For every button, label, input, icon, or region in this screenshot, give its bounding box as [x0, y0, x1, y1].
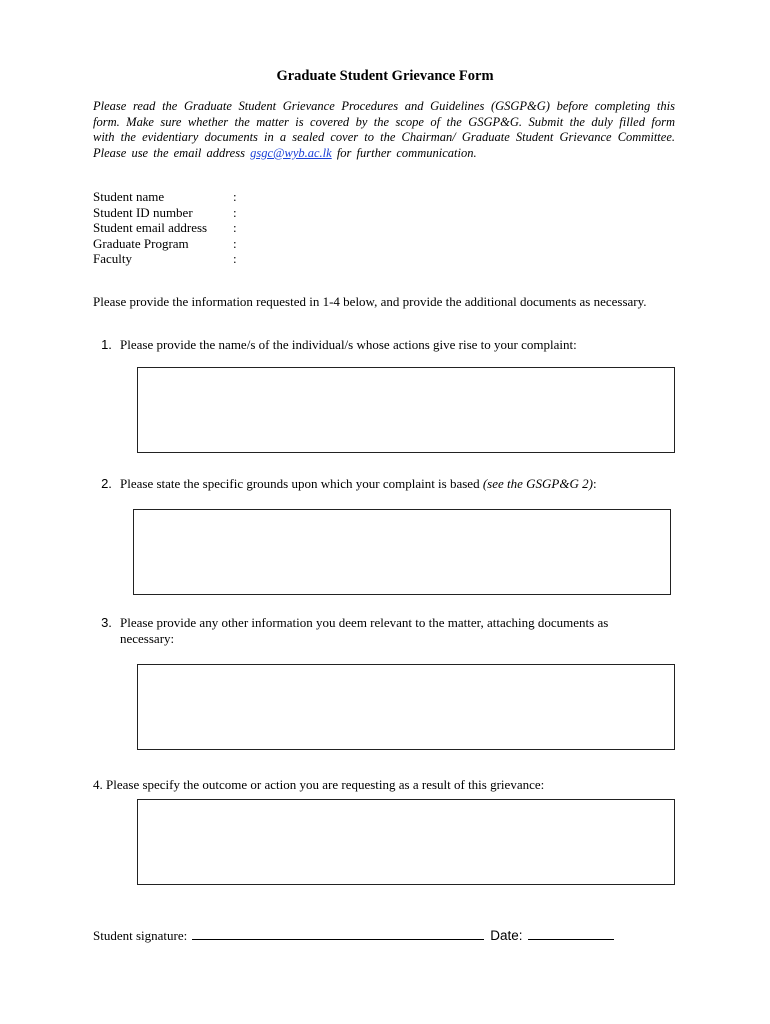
field-colon: : [233, 204, 237, 220]
field-colon: : [233, 220, 237, 236]
field-label: Faculty [93, 251, 132, 267]
date-line[interactable] [528, 926, 614, 940]
intro-tail: for further communication. [336, 145, 477, 160]
question-text: Please specify the outcome or action you are requesting as a result of this grievance: [106, 777, 545, 792]
question-number: 3. [101, 615, 112, 630]
question-text: Please provide the name/s of the individual/s whose actions give rise to your complaint: [120, 337, 577, 352]
question-note: (see the GSGP&G 2) [482, 476, 593, 491]
field-label: Student name [93, 189, 165, 204]
field-colon: : [233, 251, 237, 267]
field-student-name [93, 189, 237, 205]
student-info-fields [93, 189, 237, 267]
question-4 [93, 777, 544, 793]
instruction-text: Please provide the information requested in 1-4 below, and provide the additional documents as necessary. [93, 294, 647, 309]
field-label: Graduate Program [93, 235, 189, 251]
page-title: Graduate Student Grievance Form [276, 68, 494, 84]
question-3 [93, 615, 665, 646]
signature-label: Student signature: [93, 928, 188, 943]
answer-box-2[interactable] [133, 509, 671, 595]
intro-text: Please read the Graduate Student Grievance Procedures and Guidelines (GSGP&G) before completing this form. Make sure whether the matter is covered by the scope of the GSGP&G. Submit the duly filled form with the evidentiary documents in a sealed cover to the Chairman/ Graduate Student Grievance Committee. Please use the email address [93, 99, 675, 160]
question-text: Please state the specific grounds upon which your complaint is based (see the GSGP&G 2): [120, 476, 597, 491]
question-2 [93, 476, 665, 492]
question-number: 1. [101, 337, 112, 352]
question-number: 4. [93, 777, 103, 792]
email-link[interactable]: gsgc@wyb.ac.lk [250, 145, 332, 160]
question-text: Please provide any other information you deem relevant to the matter, attaching documents as necessary: [120, 615, 609, 646]
field-colon: : [233, 235, 237, 251]
question-1 [93, 337, 665, 353]
answer-box-4[interactable] [137, 799, 675, 885]
question-number: 2. [101, 476, 112, 491]
field-faculty [93, 251, 237, 267]
field-graduate-program [93, 236, 237, 252]
signature-row [93, 926, 614, 944]
answer-box-3[interactable] [137, 664, 675, 750]
field-label: Student ID number [93, 204, 193, 220]
signature-line[interactable] [192, 926, 484, 940]
field-student-id [93, 205, 237, 221]
intro-paragraph [93, 99, 675, 161]
field-colon: : [233, 189, 237, 204]
field-label: Student email address [93, 220, 208, 236]
field-student-email [93, 220, 237, 236]
date-label: Date: [490, 928, 523, 943]
answer-box-1[interactable] [137, 367, 675, 453]
